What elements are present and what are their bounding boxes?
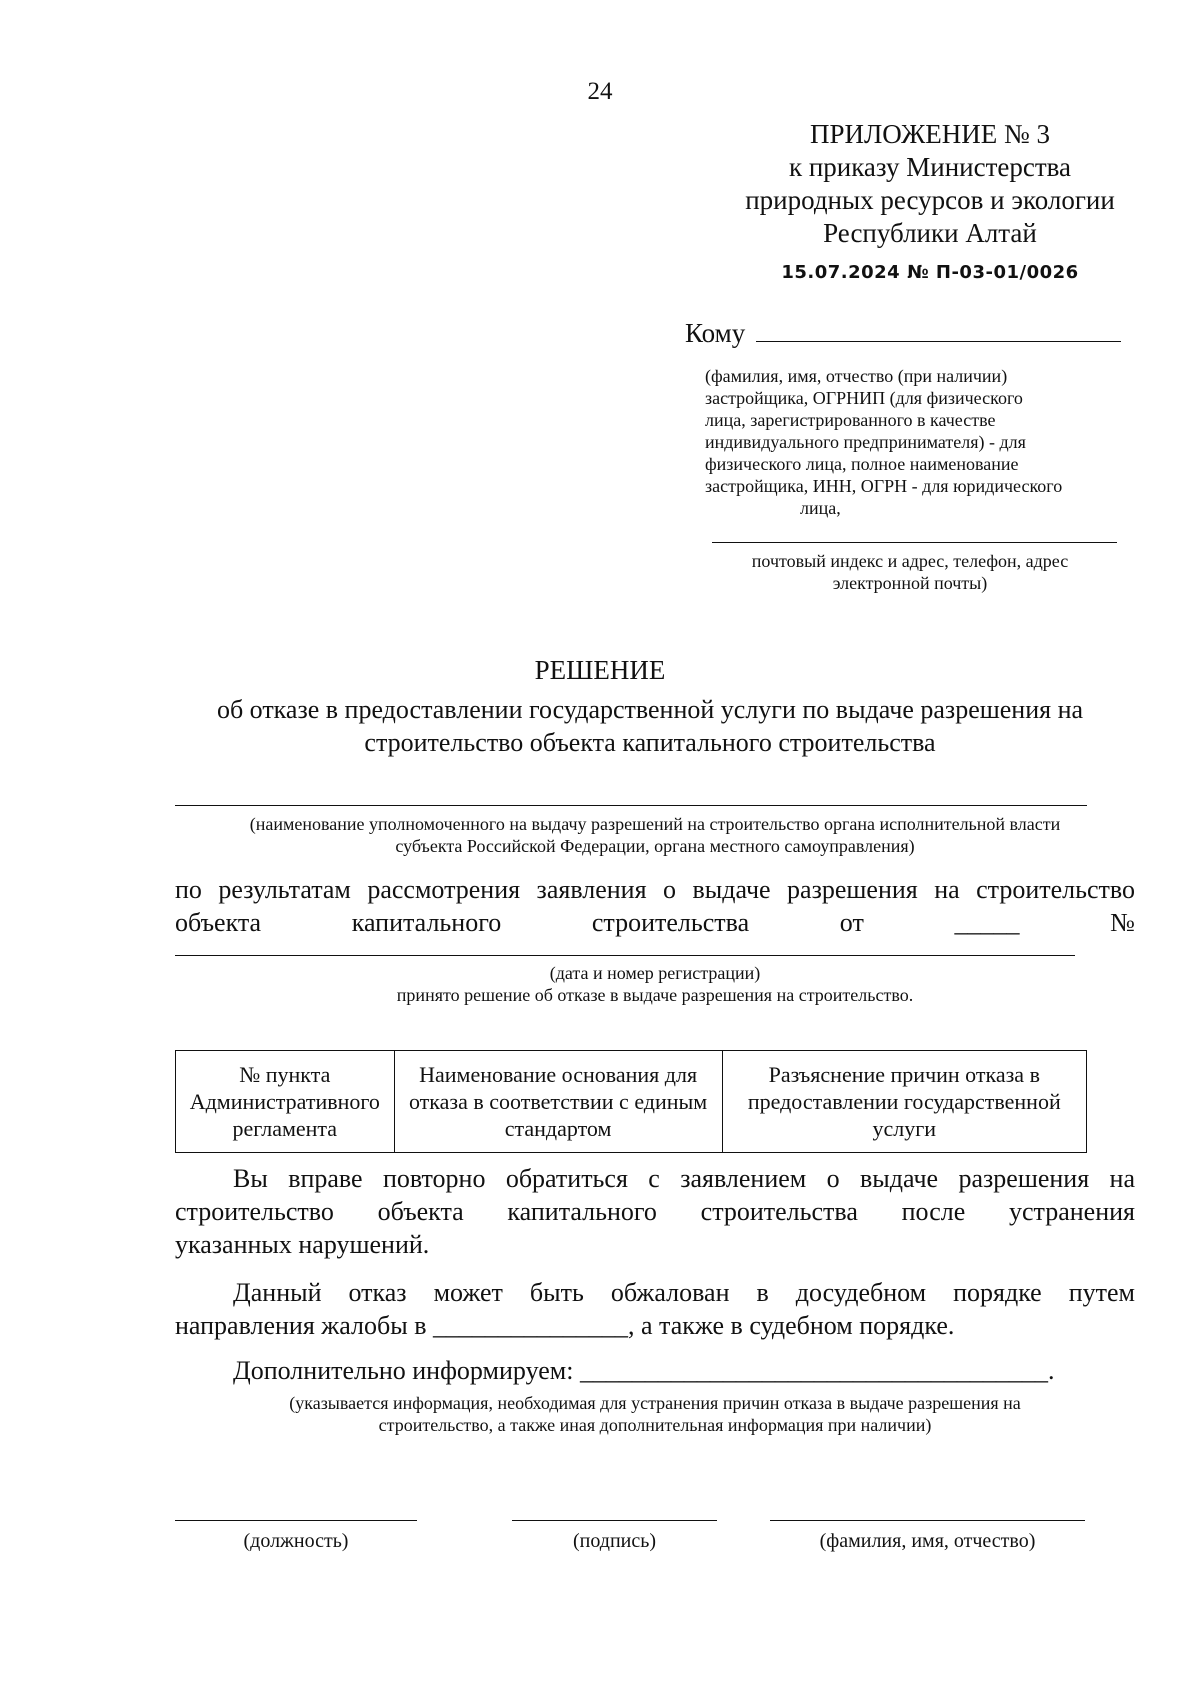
registration-blank-line: [175, 955, 1075, 956]
additional-caption-line-1: (указывается информация, необходимая для устранения причин отказа в выдаче разрешения на: [289, 1393, 1021, 1413]
full-name-caption: (фамилия, имя, отчество): [819, 1530, 1036, 1552]
address-blank-line: [712, 542, 1117, 543]
recipient-field: [685, 318, 1121, 349]
recipient-blank-line: [756, 321, 1121, 342]
paragraph-line: строительство объекта капитального строительства после устранения: [175, 1197, 1135, 1226]
paragraph-line: указанных нарушений.: [175, 1230, 430, 1259]
subtitle-line-1: об отказе в предоставлении государственной услуги по выдаче разрешения на: [216, 695, 1084, 724]
table-header-cell: Разъяснение причин отказа в предоставлении государственной услуги: [722, 1051, 1086, 1153]
appeal-text-start: направления жалобы в: [175, 1311, 427, 1340]
appendix-line-2: природных ресурсов и экологии: [745, 185, 1115, 215]
recipient-caption-line: лица,: [800, 498, 841, 518]
table-header-cell: Наименование основания для отказа в соответствии с единым стандартом: [394, 1051, 722, 1153]
page-number: 24: [587, 78, 613, 105]
address-caption: [700, 550, 1120, 594]
recipient-caption-line: застройщика, ИНН, ОГРН - для юридического: [705, 476, 1063, 496]
number-sign: №: [1110, 908, 1135, 937]
table-header-row: [176, 1051, 1087, 1153]
decision-taken-text: принято решение об отказе в выдаче разрешения на строительство.: [396, 985, 914, 1005]
additional-info-line: [233, 1354, 1054, 1387]
recipient-caption-line: застройщика, ОГРНИП (для физического: [705, 388, 1023, 408]
registration-caption: (дата и номер регистрации): [549, 963, 761, 983]
date-blank: _____: [954, 908, 1020, 937]
recipient-caption-line: (фамилия, имя, отчество (при наличии): [705, 366, 1008, 386]
signature-blank-line: [512, 1520, 717, 1521]
recipient-caption-line: лица, зарегистрированного в качестве: [705, 410, 996, 430]
organ-caption-line-1: (наименование уполномоченного на выдачу разрешений на строительство органа исполнительной власти: [249, 814, 1061, 834]
results-word: от: [839, 908, 864, 937]
document-title: РЕШЕНИЕ: [534, 655, 666, 685]
recipient-label: Кому: [685, 318, 746, 348]
organ-caption-line-2: субъекта Российской Федерации, органа местного самоуправления): [395, 836, 915, 856]
document-subtitle: [170, 693, 1130, 759]
additional-info-caption: [175, 1392, 1135, 1436]
additional-caption-line-2: строительство, а также иная дополнительная информация при наличии): [378, 1415, 932, 1435]
table-header-cell: № пункта Административного регламента: [176, 1051, 395, 1153]
results-line-2: [175, 906, 1135, 939]
position-caption: (должность): [243, 1530, 349, 1552]
address-caption-line-2: электронной почты): [832, 573, 988, 593]
order-date-number: 15.07.2024 № П-03-01/0026: [781, 262, 1079, 283]
signature-caption: (подпись): [572, 1530, 657, 1552]
additional-info-label: Дополнительно информируем:: [233, 1356, 574, 1385]
appendix-line-3: Республики Алтай: [823, 218, 1037, 248]
additional-info-end: .: [1047, 1356, 1055, 1385]
appendix-header: [700, 118, 1160, 289]
appeal-text-end: , а также в судебном порядке.: [627, 1311, 955, 1340]
results-line-1: по результатам рассмотрения заявления о выдаче разрешения на строительство: [175, 875, 1135, 904]
appeal-paragraph: [175, 1276, 1135, 1342]
appeal-blank: _______________: [432, 1311, 628, 1340]
reapply-paragraph: [175, 1162, 1135, 1261]
results-word: строительства: [591, 908, 750, 937]
subtitle-line-2: строительство объекта капитального строительства: [364, 728, 936, 757]
paragraph-line: Вы вправе повторно обратиться с заявлением о выдаче разрешения на: [233, 1164, 1135, 1193]
additional-info-blank: ____________________________________: [579, 1356, 1048, 1385]
address-caption-line-1: почтовый индекс и адрес, телефон, адрес: [751, 551, 1069, 571]
recipient-caption-line: индивидуального предпринимателя) - для: [705, 432, 1026, 452]
appendix-title: ПРИЛОЖЕНИЕ № 3: [809, 119, 1051, 149]
results-word: капитального: [351, 908, 502, 937]
full-name-blank-line: [770, 1520, 1085, 1521]
recipient-caption-line: физического лица, полное наименование: [705, 454, 1019, 474]
results-word: объекта: [175, 908, 262, 937]
paragraph-line: [175, 1309, 1135, 1342]
organ-blank-line: [175, 805, 1087, 806]
refusal-reasons-table: [175, 1050, 1087, 1153]
organ-caption: [175, 813, 1135, 857]
position-blank-line: [175, 1520, 417, 1521]
recipient-caption: [705, 365, 1125, 519]
paragraph-line: Данный отказ может быть обжалован в досудебном порядке путем: [233, 1278, 1135, 1307]
appendix-line-1: к приказу Министерства: [788, 152, 1072, 182]
